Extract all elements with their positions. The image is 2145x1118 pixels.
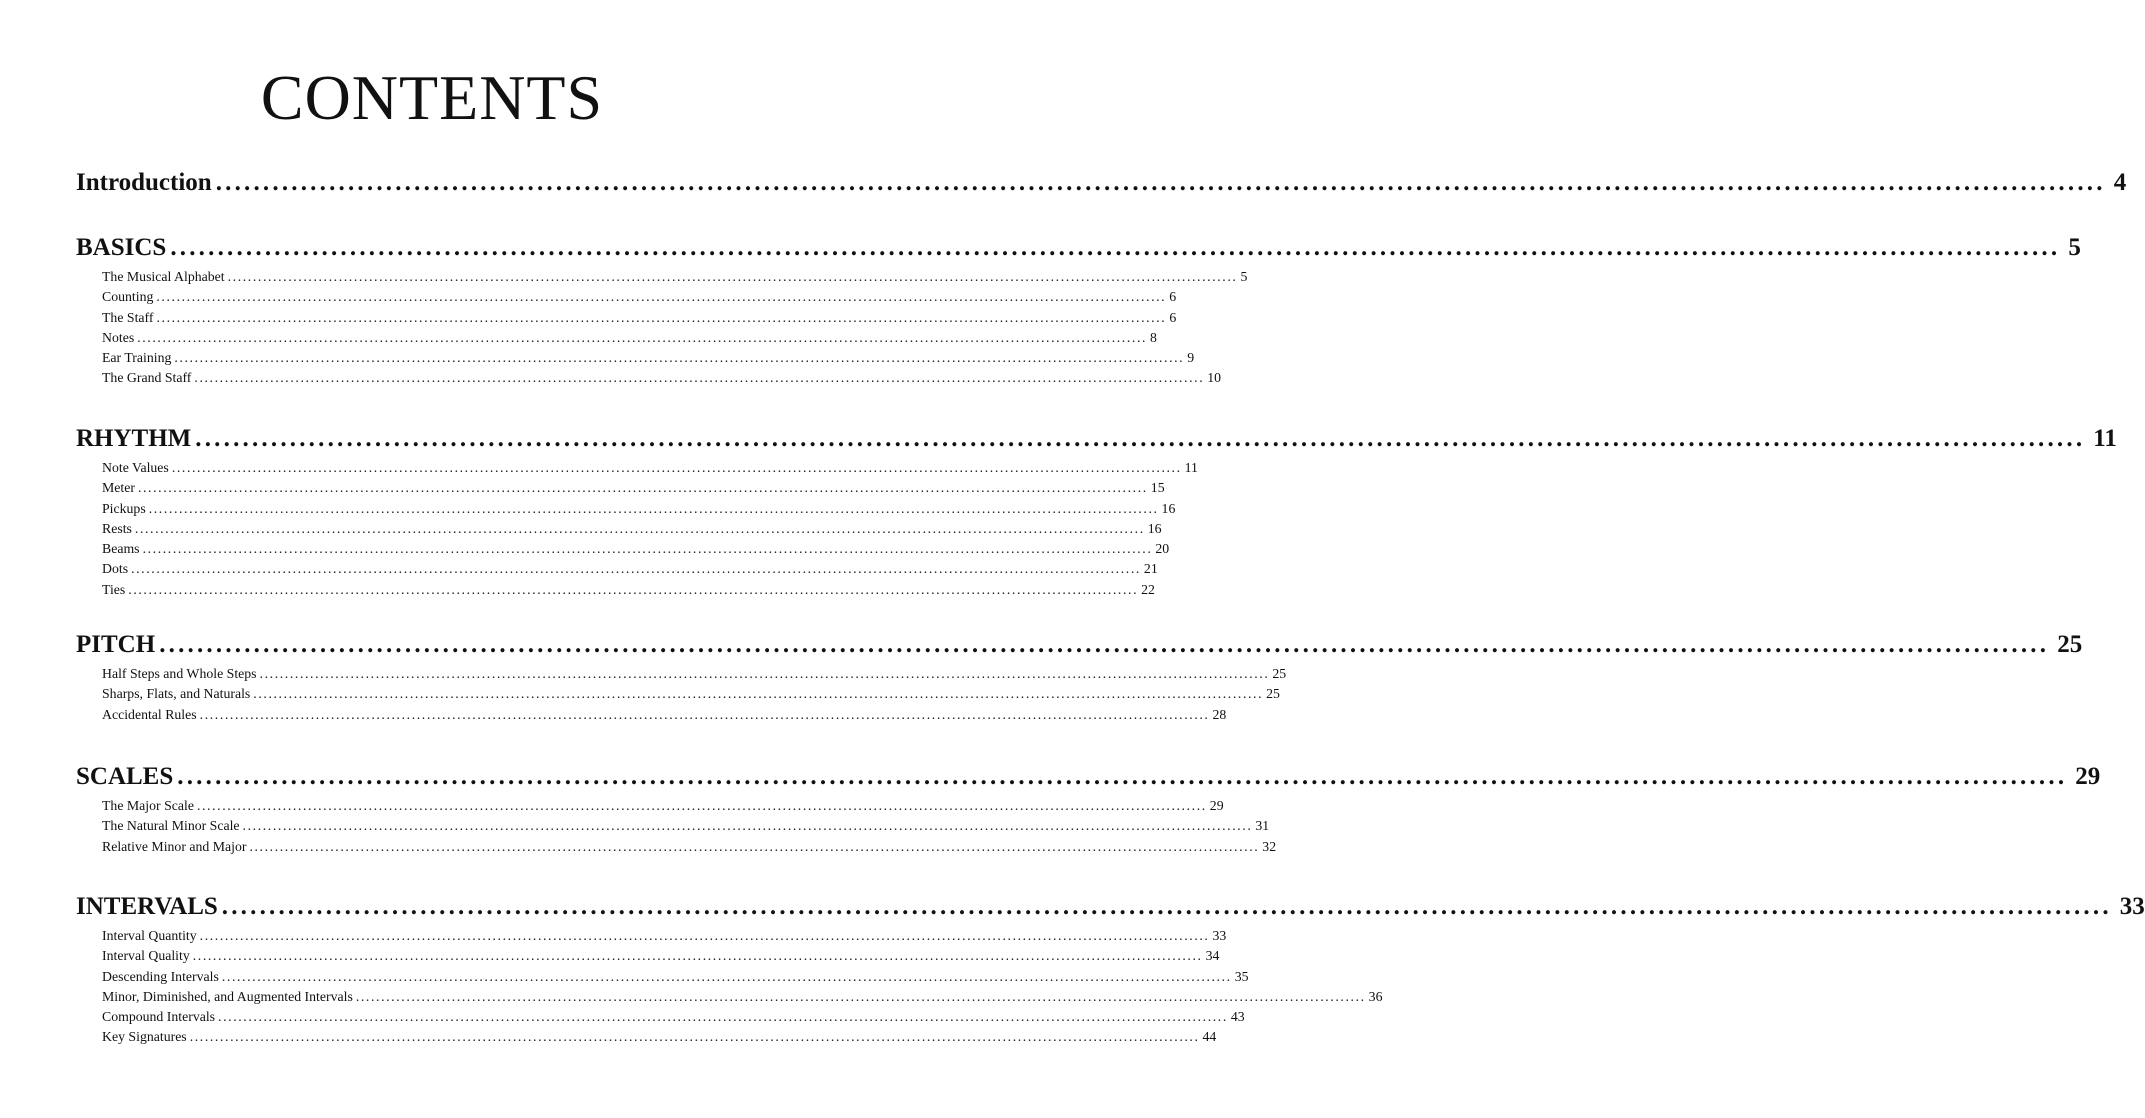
dot-leader: ........................................................................................................................................................................................................ [218,1009,1228,1025]
toc-entry-label: Compound Intervals [102,1009,216,1025]
toc-entry-label: The Grand Staff [102,370,192,386]
toc-entry-label: Counting [102,289,154,305]
toc-heading-label: Introduction [76,169,212,196]
toc-section-scales [76,762,2101,857]
toc-entry[interactable] [102,287,1177,307]
dot-leader: ........................................................................................................................................................................................................ [137,329,1148,345]
toc-heading-label: INTERVALS [76,893,218,920]
toc-entry[interactable] [102,987,1383,1007]
dot-leader: ........................................................................................................................................................................................................ [171,460,1182,475]
toc-heading-label: PITCH [76,631,156,658]
toc-entry[interactable] [102,1027,1217,1047]
toc-entry[interactable] [102,705,1227,725]
dot-leader: ........................................................................................................................................................................................................ [170,234,2061,261]
toc-entry-page: 29 [1209,798,1224,813]
toc-entry[interactable] [102,458,1198,478]
toc-entry-page: 25 [1266,686,1280,702]
dot-leader: ........................................................................................................................................................................................................ [215,169,2106,196]
toc-entry-label: Descending Intervals [102,968,219,984]
toc-entry-page: 9 [1187,350,1195,366]
toc-entry[interactable] [102,580,1155,600]
toc-entry-label: Meter [102,480,135,496]
toc-entry[interactable] [102,684,1280,704]
toc-entry[interactable] [102,967,1249,987]
toc-entry-label: Rests [102,520,132,536]
toc-entry-list [102,926,1383,1048]
dot-leader: ........................................................................................................................................................................................................ [249,838,1260,854]
toc-entry-page: 25 [1272,666,1287,681]
dot-leader: ........................................................................................................................................................................................................ [159,631,2050,658]
toc-entry-list [102,796,1277,857]
toc-entry[interactable] [102,559,1158,579]
dot-leader: ........................................................................................................................................................................................................ [177,763,2068,790]
toc-heading-page: 4 [2113,169,2127,196]
toc-heading[interactable] [76,630,2083,660]
toc-entry-label: Relative Minor and Major [102,838,247,854]
dot-leader: ........................................................................................................................................................................................................ [221,893,2112,920]
toc-entry-label: Interval Quantity [102,928,197,943]
toc-entry[interactable] [102,664,1287,684]
dot-leader: ........................................................................................................................................................................................................ [355,988,1366,1004]
toc-entry-label: Dots [102,561,129,577]
dot-leader: ........................................................................................................................................................................................................ [259,666,1270,681]
toc-entry-label: Key Signatures [102,1029,187,1045]
toc-entry-page: 11 [1184,460,1198,475]
toc-entry-label: Ties [102,581,126,597]
dot-leader: ........................................................................................................................................................................................................ [227,269,1238,284]
toc-entry-page: 21 [1143,561,1158,577]
page-title: CONTENTS [260,62,604,133]
dot-leader: ........................................................................................................................................................................................................ [195,425,2086,452]
dot-leader: ........................................................................................................................................................................................................ [142,541,1153,557]
toc-entry-page: 16 [1161,500,1176,516]
toc-heading-page: 25 [2057,631,2083,658]
toc-entry-page: 44 [1202,1029,1217,1045]
toc-entry-label: Notes [102,329,135,345]
toc-entry-label: The Major Scale [102,798,194,813]
toc-entry[interactable] [102,946,1220,966]
toc-entry[interactable] [102,519,1162,539]
toc-entry[interactable] [102,368,1222,388]
toc-heading[interactable] [76,168,2127,198]
dot-leader: ........................................................................................................................................................................................................ [242,818,1253,834]
toc-entry[interactable] [102,308,1177,328]
toc-section-intervals [76,892,2145,1048]
toc-entry-page: 35 [1234,968,1249,984]
dot-leader: ........................................................................................................................................................................................................ [131,561,1141,577]
toc-entry-page: 34 [1205,948,1220,964]
toc-entry-label: Half Steps and Whole Steps [102,666,257,681]
dot-leader: ........................................................................................................................................................................................................ [156,289,1167,305]
toc-entry-label: Ear Training [102,350,172,366]
toc-entry[interactable] [102,816,1270,836]
toc-heading[interactable] [76,233,2081,263]
toc-entry-label: Sharps, Flats, and Naturals [102,686,251,702]
dot-leader: ........................................................................................................................................................................................................ [253,686,1264,702]
dot-leader: ........................................................................................................................................................................................................ [148,500,1159,516]
toc-entry-label: Beams [102,541,140,557]
toc-entry-page: 32 [1262,838,1277,854]
dot-leader: ........................................................................................................................................................................................................ [221,968,1232,984]
dot-leader: ........................................................................................................................................................................................................ [192,948,1203,964]
toc-entry-page: 10 [1207,370,1222,386]
toc-entry-page: 36 [1368,988,1383,1004]
toc-entry[interactable] [102,499,1176,519]
toc-heading-page: 11 [2093,425,2117,452]
toc-section-pitch [76,630,2083,725]
toc-section-introduction [76,168,2127,198]
toc-heading-label: BASICS [76,234,167,261]
dot-leader: ........................................................................................................................................................................................................ [174,350,1185,366]
toc-entry-page: 31 [1255,818,1270,834]
toc-entry-label: Minor, Diminished, and Augmented Intervals [102,988,353,1004]
toc-entry-label: The Musical Alphabet [102,269,225,284]
toc-entry-page: 15 [1150,480,1165,496]
toc-heading-page: 29 [2075,763,2101,790]
dot-leader: ........................................................................................................................................................................................................ [137,480,1148,496]
toc-entry-label: Pickups [102,500,146,516]
toc-heading-label: SCALES [76,763,174,790]
toc-heading[interactable] [76,424,2117,454]
dot-leader: ........................................................................................................................................................................................................ [196,798,1207,813]
toc-entry-label: The Staff [102,309,154,325]
toc-entry-list [102,458,1198,600]
dot-leader: ........................................................................................................................................................................................................ [189,1029,1200,1045]
toc-entry-label: Interval Quality [102,948,190,964]
toc-entry-page: 43 [1230,1009,1245,1025]
dot-leader: ........................................................................................................................................................................................................ [156,309,1167,325]
dot-leader: ........................................................................................................................................................................................................ [128,581,1139,597]
toc-heading[interactable] [76,762,2101,792]
toc-entry[interactable] [102,1007,1245,1027]
dot-leader: ........................................................................................................................................................................................................ [194,370,1205,386]
toc-entry-label: The Natural Minor Scale [102,818,240,834]
toc-entry-label: Accidental Rules [102,706,197,722]
toc-entry[interactable] [102,348,1195,368]
dot-leader: ........................................................................................................................................................................................................ [134,520,1145,536]
toc-heading-page: 5 [2068,234,2081,261]
toc-heading[interactable] [76,892,2145,922]
toc-entry-page: 6 [1169,289,1177,305]
toc-entry[interactable] [102,478,1165,498]
dot-leader: ........................................................................................................................................................................................................ [199,706,1210,722]
toc-entry-page: 6 [1169,309,1177,325]
toc-entry-page: 28 [1212,706,1227,722]
toc-section-basics [76,233,2081,389]
toc-entry[interactable] [102,539,1170,559]
toc-entry-page: 8 [1150,329,1157,345]
toc-entry-page: 16 [1147,520,1162,536]
toc-heading-page: 33 [2119,893,2145,920]
toc-entry-page: 22 [1141,581,1155,597]
toc-entry-page: 33 [1212,928,1227,943]
toc-entry[interactable] [102,328,1157,348]
toc-entry-list [102,664,1287,725]
toc-entry-page: 20 [1155,541,1170,557]
toc-entry[interactable] [102,796,1224,816]
toc-section-rhythm [76,424,2117,600]
toc-entry[interactable] [102,926,1227,946]
dot-leader: ........................................................................................................................................................................................................ [199,928,1210,943]
toc-entry[interactable] [102,267,1248,287]
toc-entry-list [102,267,1248,389]
toc-entry-label: Note Values [102,460,169,475]
toc-entry-page: 5 [1240,269,1248,284]
toc-entry[interactable] [102,837,1277,857]
toc-heading-label: RHYTHM [76,425,192,452]
